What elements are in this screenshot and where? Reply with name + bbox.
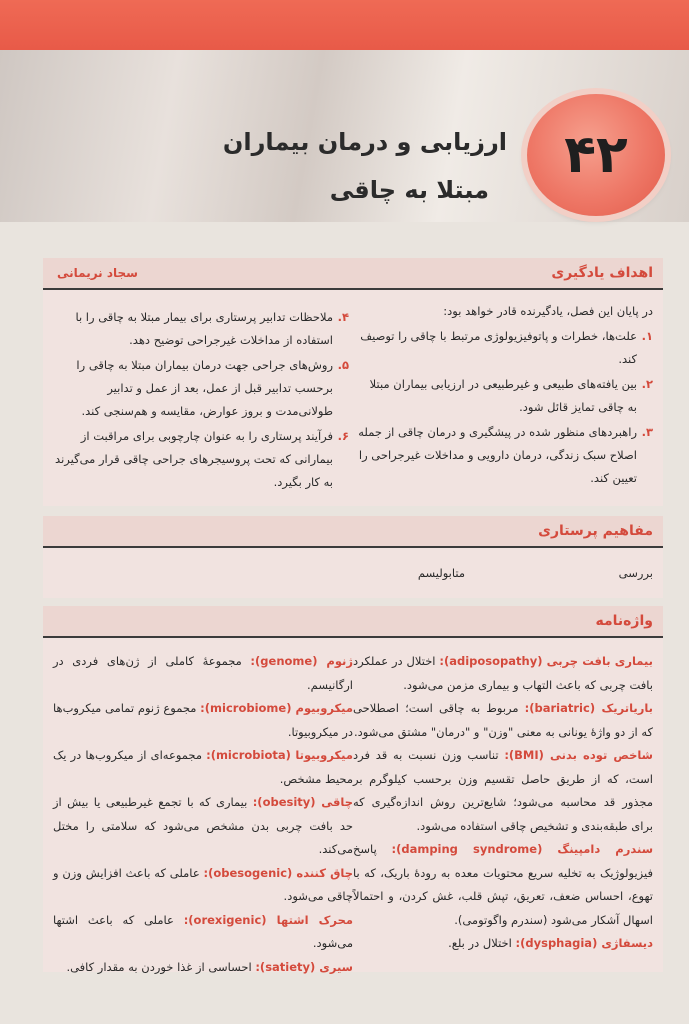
glossary-term: سندرم دامپینگ (damping syndrome): <box>391 842 653 856</box>
glossary-definition: عاملی که باعث افزایش وزن و چاقی می‌شود. <box>53 865 353 903</box>
glossary-header <box>43 606 663 638</box>
objective-item <box>53 354 349 423</box>
objective-number: ۲. <box>641 377 653 391</box>
glossary-term: دیسفاژی (dysphagia): <box>515 936 653 950</box>
objectives-section <box>43 258 663 506</box>
glossary-left-column <box>53 650 353 979</box>
glossary-entry <box>53 650 353 697</box>
glossary-entry <box>53 956 353 980</box>
glossary-entry <box>353 650 653 697</box>
glossary-definition: پاسخ فیزیولوژیک به تخلیه سریع محتویات معده به رودهٔ باریک، که با تهوع، احساس ضعف، تعریق، تپش قلب، غش کردن، و احتمالاً اسهال آشکار می‌شود (سندرم واگوتومی). <box>353 842 653 927</box>
glossary-definition: مجموعهٔ کاملی از ژن‌های فردی در ارگانیسم. <box>53 654 353 692</box>
glossary-entry <box>53 791 353 862</box>
glossary-term: میکروبیوتا (microbiota): <box>206 748 353 762</box>
glossary-definition: احساسی از غذا خوردن به مقدار کافی. <box>66 959 256 974</box>
objective-number: ۶. <box>337 429 349 443</box>
glossary-definition: اختلال در بلع. <box>448 936 516 950</box>
objective-text: فرآیند پرستاری را به عنوان چارچوبی برای مراقبت از بیمارانی که تحت پروسیجرهای جراحی چاقی قرار می‌گیرند به کار بگیرد. <box>55 429 333 489</box>
chapter-title <box>187 118 507 214</box>
glossary-term: بیماری بافت چربی (adiposopathy): <box>439 654 653 668</box>
objective-text: علت‌ها، خطرات و پاتوفیزیولوژی مرتبط با چاقی را توصیف کند. <box>360 329 637 366</box>
glossary-definition: اختلال در عملکرد بافت چربی که باعث التهاب و بیماری مزمن می‌شود. <box>353 654 653 692</box>
glossary-right-column <box>353 650 653 956</box>
glossary-definition: تناسب وزن نسبت به قد فرد است، که از طریق حاصل تقسیم وزن برحسب کیلوگرم بر مجذور قد محاسبه می‌شود؛ شایع‌ترین روش اندازه‌گیری که برای طبقه‌بندی و تشخیص چاقی استفاده می‌شود. <box>353 748 653 833</box>
concept-item: بررسی <box>618 566 653 580</box>
glossary-entry <box>353 838 653 932</box>
glossary-term: باریاتریک (bariatric): <box>524 701 653 715</box>
glossary-definition: عاملی که باعث اشتها می‌شود. <box>53 912 353 950</box>
concepts-header <box>43 516 663 548</box>
objective-text: بین یافته‌های طبیعی و غیرطبیعی در ارزیابی بیماران مبتلا به چاقی تمایز قائل شود. <box>369 377 637 414</box>
objective-item <box>357 373 653 419</box>
glossary-term: سیری (satiety): <box>255 959 353 974</box>
glossary-definition: مجموع ژنوم تمامی میکروب‌ها در میکروبیوتا. <box>53 701 353 739</box>
glossary-entry <box>53 697 353 744</box>
glossary-term: شاخص توده بدنی (BMI): <box>504 748 653 762</box>
concept-item: متابولیسم <box>417 566 465 580</box>
objective-item <box>53 306 349 352</box>
glossary-definition: بیماری که با تجمع غیرطبیعی یا بیش از حد بافت چربی بدن مشخص می‌شود که سلامتی را مختل می‌کند. <box>53 795 353 856</box>
objectives-right-column <box>357 300 653 492</box>
objectives-heading: اهداف یادگیری <box>551 265 653 281</box>
glossary-entry <box>353 744 653 838</box>
glossary-term: میکروبیوم (microbiome): <box>200 701 353 715</box>
author-name: سجاد نریمانی <box>57 266 138 280</box>
glossary-term: محرک اشتها (orexigenic): <box>183 912 353 927</box>
objective-number: ۱. <box>641 329 653 343</box>
objective-number: ۵. <box>337 358 349 372</box>
glossary-heading: واژه‌نامه <box>595 613 653 629</box>
chapter-title-line2: مبتلا به چاقی <box>329 176 489 204</box>
objective-item <box>53 425 349 494</box>
chapter-number-badge <box>527 94 665 216</box>
glossary-term: ژنوم (genome): <box>250 654 353 668</box>
objective-text: روش‌های جراحی جهت درمان بیماران مبتلا به چاقی را برحسب تدابیر قبل از عمل، بعد از عمل و تدابیر طولانی‌مدت و بروز عوارض، مقایسه و هم‌سنجی کند. <box>76 358 333 418</box>
glossary-term: چاقی (obesity): <box>252 795 353 809</box>
objective-item <box>357 325 653 371</box>
objective-number: ۴. <box>337 310 349 324</box>
chapter-number: ۴۲ <box>564 125 628 185</box>
concepts-section <box>43 516 663 598</box>
top-color-band <box>0 0 689 50</box>
objective-number: ۳. <box>641 425 653 439</box>
objectives-header <box>43 258 663 290</box>
chapter-title-line1: ارزیابی و درمان بیماران <box>222 128 507 156</box>
concepts-heading: مفاهیم پرستاری <box>538 523 653 539</box>
objectives-left-column <box>53 306 349 496</box>
glossary-definition: مجموعه‌ای از میکروب‌ها در یک محیط مشخص. <box>53 748 353 786</box>
concepts-list <box>43 560 663 590</box>
objective-text: ملاحظات تدابیر پرستاری برای بیمار مبتلا به چاقی را با استفاده از مداخلات غیرجراحی توضیح دهد. <box>75 310 333 347</box>
objectives-intro: در پایان این فصل، یادگیرنده قادر خواهد بود: <box>443 304 653 318</box>
glossary-entry <box>353 697 653 744</box>
objective-item <box>357 421 653 490</box>
glossary-section <box>43 606 663 972</box>
glossary-entry <box>53 862 353 909</box>
glossary-entry <box>53 744 353 791</box>
glossary-definition: مربوط به چاقی است؛ اصطلاحی که از دو واژهٔ یونانی به معنی "وزن" و "درمان" مشتق می‌شود. <box>353 701 653 739</box>
glossary-entry <box>53 909 353 956</box>
objective-text: راهبردهای منظور شده در پیشگیری و درمان چاقی از جمله اصلاح سبک زندگی، درمان دارویی و مداخلات غیرجراحی را تعیین کند. <box>358 425 637 485</box>
glossary-entry <box>353 932 653 956</box>
glossary-term: چاق کننده (obesogenic): <box>203 865 353 880</box>
